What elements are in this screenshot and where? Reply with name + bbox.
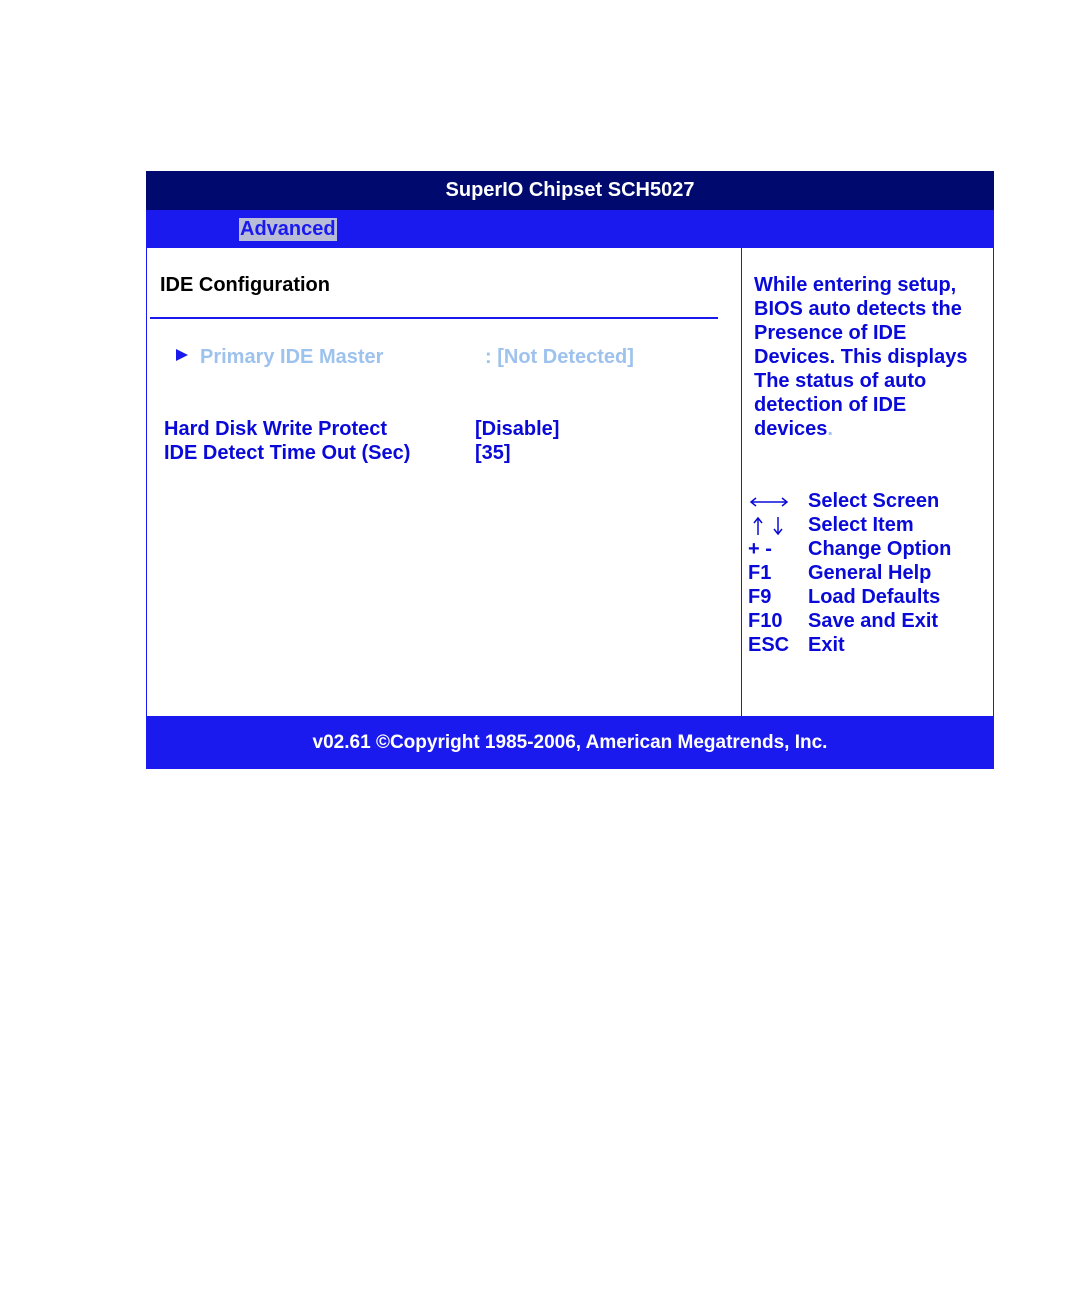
setting-label: IDE Detect Time Out (Sec) [164,442,411,464]
help-text-line: The status of auto [754,370,927,392]
content-area [146,248,994,716]
up-down-arrow-icon [748,514,790,538]
submenu-arrow-icon [176,349,188,361]
setting-hard-disk-write-protect[interactable] [164,418,704,442]
key-hint-desc: Load Defaults [808,586,941,608]
page-title: IDE Configuration [160,274,330,296]
setting-ide-detect-time-out[interactable] [164,442,704,466]
menu-bar [146,210,994,248]
help-text-line-last [754,418,833,441]
key-hint-key: F10 [748,610,783,632]
submenu-primary-ide-master[interactable] [200,346,700,370]
bios-setup-screen [146,171,994,769]
help-text-line: Devices. This displays [754,346,968,368]
title-divider [150,317,718,319]
key-hint-desc: Change Option [808,538,952,560]
key-hint-desc: Select Item [808,514,914,536]
help-panel [742,248,993,716]
setting-value[interactable]: [35] [475,442,511,464]
key-hint-key: F1 [748,562,772,584]
setting-label: Hard Disk Write Protect [164,418,388,440]
submenu-label: Primary IDE Master [200,346,384,368]
help-text-line: BIOS auto detects the [754,298,962,320]
copyright-text: v02.61 ©Copyright 1985-2006, American Megatrends, Inc. [312,732,828,753]
footer-bar [146,716,994,769]
help-text-period: . [827,418,833,440]
setting-value[interactable]: [Disable] [475,418,560,440]
key-hint-desc: General Help [808,562,932,584]
key-hint-desc: Save and Exit [808,610,939,632]
key-hint-key: F9 [748,586,772,608]
key-hint-key: + - [748,538,772,560]
bios-title-bar [146,171,994,210]
submenu-value: : [Not Detected] [485,346,634,368]
help-text-line: detection of IDE [754,394,907,416]
tab-advanced[interactable]: Advanced [240,218,336,240]
key-hint-key: ESC [748,634,790,656]
left-right-arrow-icon [748,490,790,514]
settings-panel [147,248,742,716]
key-hint-desc: Exit [808,634,845,656]
help-text-line: Presence of IDE [754,322,907,344]
bios-title: SuperIO Chipset SCH5027 [445,179,695,201]
help-text: devices [754,418,828,440]
key-hint-desc: Select Screen [808,490,940,512]
help-text-line: While entering setup, [754,274,957,296]
